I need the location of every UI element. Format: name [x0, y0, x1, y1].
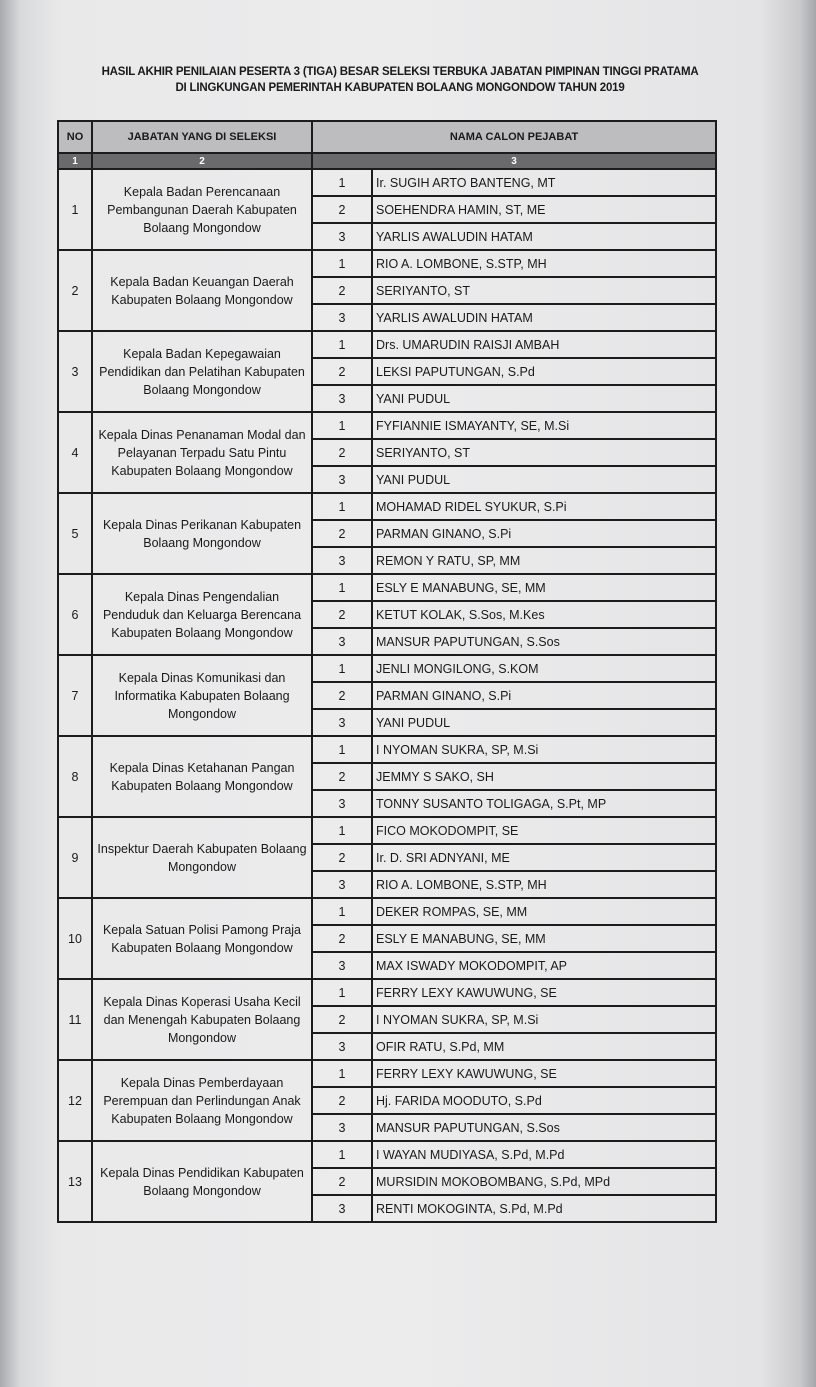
table-row: [58, 1141, 716, 1168]
table-row: [58, 655, 716, 682]
candidate-rank: 2: [312, 1006, 372, 1033]
candidate-name: PARMAN GINANO, S.Pi: [372, 520, 716, 547]
table-row: [58, 898, 716, 925]
candidate-name: JEMMY S SAKO, SH: [372, 763, 716, 790]
table-row: [58, 979, 716, 1006]
jabatan-cell: Kepala Dinas Ketahanan Pangan Kabupaten Bolaang Mongondow: [92, 736, 312, 817]
candidate-rank: 2: [312, 520, 372, 547]
table-row: [58, 493, 716, 520]
candidate-name: LEKSI PAPUTUNGAN, S.Pd: [372, 358, 716, 385]
candidate-name: FYFIANNIE ISMAYANTY, SE, M.Si: [372, 412, 716, 439]
header-nama: NAMA CALON PEJABAT: [312, 121, 716, 153]
candidate-rank: 3: [312, 952, 372, 979]
candidate-rank: 1: [312, 169, 372, 196]
candidate-rank: 3: [312, 466, 372, 493]
candidate-rank: 2: [312, 601, 372, 628]
row-number: 2: [58, 250, 92, 331]
candidate-rank: 3: [312, 1114, 372, 1141]
candidate-rank: 2: [312, 277, 372, 304]
jabatan-cell: Kepala Badan Kepegawaian Pendidikan dan Pelatihan Kabupaten Bolaang Mongondow: [92, 331, 312, 412]
candidate-rank: 2: [312, 439, 372, 466]
candidate-rank: 2: [312, 925, 372, 952]
index-2: 2: [92, 153, 312, 169]
candidate-rank: 1: [312, 898, 372, 925]
header-jabatan: JABATAN YANG DI SELEKSI: [92, 121, 312, 153]
candidate-rank: 2: [312, 682, 372, 709]
candidate-name: MURSIDIN MOKOBOMBANG, S.Pd, MPd: [372, 1168, 716, 1195]
candidate-name: Drs. UMARUDIN RAISJI AMBAH: [372, 331, 716, 358]
candidate-name: I NYOMAN SUKRA, SP, M.Si: [372, 1006, 716, 1033]
candidate-rank: 3: [312, 1033, 372, 1060]
results-table: [57, 120, 717, 1223]
candidate-name: DEKER ROMPAS, SE, MM: [372, 898, 716, 925]
candidate-name: ESLY E MANABUNG, SE, MM: [372, 925, 716, 952]
candidate-name: YARLIS AWALUDIN HATAM: [372, 304, 716, 331]
candidate-name: FERRY LEXY KAWUWUNG, SE: [372, 979, 716, 1006]
index-1: 1: [58, 153, 92, 169]
candidate-rank: 1: [312, 574, 372, 601]
jabatan-cell: Kepala Badan Keuangan Daerah Kabupaten Bolaang Mongondow: [92, 250, 312, 331]
candidate-name: SERIYANTO, ST: [372, 277, 716, 304]
candidate-name: PARMAN GINANO, S.Pi: [372, 682, 716, 709]
jabatan-cell: Kepala Dinas Pendidikan Kabupaten Bolaang Mongondow: [92, 1141, 312, 1222]
table-row: [58, 817, 716, 844]
candidate-name: I NYOMAN SUKRA, SP, M.Si: [372, 736, 716, 763]
candidate-rank: 2: [312, 1168, 372, 1195]
candidate-rank: 1: [312, 817, 372, 844]
candidate-name: FICO MOKODOMPIT, SE: [372, 817, 716, 844]
row-number: 12: [58, 1060, 92, 1141]
row-number: 1: [58, 169, 92, 250]
candidate-name: MAX ISWADY MOKODOMPIT, AP: [372, 952, 716, 979]
candidate-name: Ir. SUGIH ARTO BANTENG, MT: [372, 169, 716, 196]
candidate-rank: 1: [312, 1141, 372, 1168]
candidate-rank: 3: [312, 223, 372, 250]
document-title: [40, 64, 760, 96]
jabatan-cell: Kepala Dinas Komunikasi dan Informatika Kabupaten Bolaang Mongondow: [92, 655, 312, 736]
row-number: 13: [58, 1141, 92, 1222]
candidate-name: YANI PUDUL: [372, 709, 716, 736]
candidate-rank: 2: [312, 358, 372, 385]
table-row: [58, 736, 716, 763]
candidate-rank: 3: [312, 547, 372, 574]
candidate-name: YANI PUDUL: [372, 466, 716, 493]
candidate-rank: 3: [312, 304, 372, 331]
table-row: [58, 574, 716, 601]
row-number: 4: [58, 412, 92, 493]
table-row: [58, 250, 716, 277]
candidate-name: I WAYAN MUDIYASA, S.Pd, M.Pd: [372, 1141, 716, 1168]
candidate-rank: 1: [312, 736, 372, 763]
row-number: 7: [58, 655, 92, 736]
jabatan-cell: Kepala Dinas Penanaman Modal dan Pelayanan Terpadu Satu Pintu Kabupaten Bolaang Mongondow: [92, 412, 312, 493]
title-line-1: HASIL AKHIR PENILAIAN PESERTA 3 (TIGA) BESAR SELEKSI TERBUKA JABATAN PIMPINAN TINGGI PRATAMA: [101, 66, 699, 78]
jabatan-cell: Kepala Badan Perencanaan Pembangunan Daerah Kabupaten Bolaang Mongondow: [92, 169, 312, 250]
jabatan-cell: Kepala Dinas Perikanan Kabupaten Bolaang Mongondow: [92, 493, 312, 574]
candidate-rank: 2: [312, 196, 372, 223]
row-number: 11: [58, 979, 92, 1060]
candidate-name: TONNY SUSANTO TOLIGAGA, S.Pt, MP: [372, 790, 716, 817]
candidate-name: MANSUR PAPUTUNGAN, S.Sos: [372, 1114, 716, 1141]
candidate-name: FERRY LEXY KAWUWUNG, SE: [372, 1060, 716, 1087]
candidate-rank: 3: [312, 1195, 372, 1222]
candidate-rank: 1: [312, 412, 372, 439]
row-number: 8: [58, 736, 92, 817]
candidate-name: SERIYANTO, ST: [372, 439, 716, 466]
candidate-name: Hj. FARIDA MOODUTO, S.Pd: [372, 1087, 716, 1114]
candidate-rank: 1: [312, 493, 372, 520]
table-row: [58, 1060, 716, 1087]
candidate-name: OFIR RATU, S.Pd, MM: [372, 1033, 716, 1060]
candidate-rank: 3: [312, 385, 372, 412]
candidate-name: RIO A. LOMBONE, S.STP, MH: [372, 250, 716, 277]
table-row: [58, 169, 716, 196]
candidate-name: KETUT KOLAK, S.Sos, M.Kes: [372, 601, 716, 628]
table-row: [58, 412, 716, 439]
candidate-rank: 1: [312, 331, 372, 358]
candidate-rank: 3: [312, 709, 372, 736]
jabatan-cell: Inspektur Daerah Kabupaten Bolaang Mongondow: [92, 817, 312, 898]
candidate-rank: 1: [312, 1060, 372, 1087]
candidate-rank: 1: [312, 250, 372, 277]
table-body: [58, 169, 716, 1222]
row-number: 5: [58, 493, 92, 574]
candidate-name: SOEHENDRA HAMIN, ST, ME: [372, 196, 716, 223]
row-number: 10: [58, 898, 92, 979]
candidate-rank: 2: [312, 844, 372, 871]
candidate-rank: 1: [312, 979, 372, 1006]
jabatan-cell: Kepala Dinas Koperasi Usaha Kecil dan Menengah Kabupaten Bolaang Mongondow: [92, 979, 312, 1060]
index-row: [58, 153, 716, 169]
candidate-rank: 2: [312, 1087, 372, 1114]
row-number: 3: [58, 331, 92, 412]
candidate-name: ESLY E MANABUNG, SE, MM: [372, 574, 716, 601]
candidate-name: RIO A. LOMBONE, S.STP, MH: [372, 871, 716, 898]
jabatan-cell: Kepala Satuan Polisi Pamong Praja Kabupaten Bolaang Mongondow: [92, 898, 312, 979]
header-no: NO: [58, 121, 92, 153]
title-line-2: DI LINGKUNGAN PEMERINTAH KABUPATEN BOLAANG MONGONDOW TAHUN 2019: [175, 82, 625, 94]
table-row: [58, 331, 716, 358]
candidate-name: MOHAMAD RIDEL SYUKUR, S.Pi: [372, 493, 716, 520]
candidate-name: JENLI MONGILONG, S.KOM: [372, 655, 716, 682]
row-number: 6: [58, 574, 92, 655]
candidate-rank: 3: [312, 871, 372, 898]
candidate-name: YANI PUDUL: [372, 385, 716, 412]
candidate-name: REMON Y RATU, SP, MM: [372, 547, 716, 574]
jabatan-cell: Kepala Dinas Pemberdayaan Perempuan dan Perlindungan Anak Kabupaten Bolaang Mongondow: [92, 1060, 312, 1141]
row-number: 9: [58, 817, 92, 898]
candidate-rank: 3: [312, 628, 372, 655]
candidate-rank: 2: [312, 763, 372, 790]
candidate-name: RENTI MOKOGINTA, S.Pd, M.Pd: [372, 1195, 716, 1222]
candidate-rank: 1: [312, 655, 372, 682]
candidate-name: YARLIS AWALUDIN HATAM: [372, 223, 716, 250]
candidate-name: Ir. D. SRI ADNYANI, ME: [372, 844, 716, 871]
index-3: 3: [312, 153, 716, 169]
candidate-rank: 3: [312, 790, 372, 817]
candidate-name: MANSUR PAPUTUNGAN, S.Sos: [372, 628, 716, 655]
jabatan-cell: Kepala Dinas Pengendalian Penduduk dan Keluarga Berencana Kabupaten Bolaang Mongondow: [92, 574, 312, 655]
header-row: [58, 121, 716, 153]
